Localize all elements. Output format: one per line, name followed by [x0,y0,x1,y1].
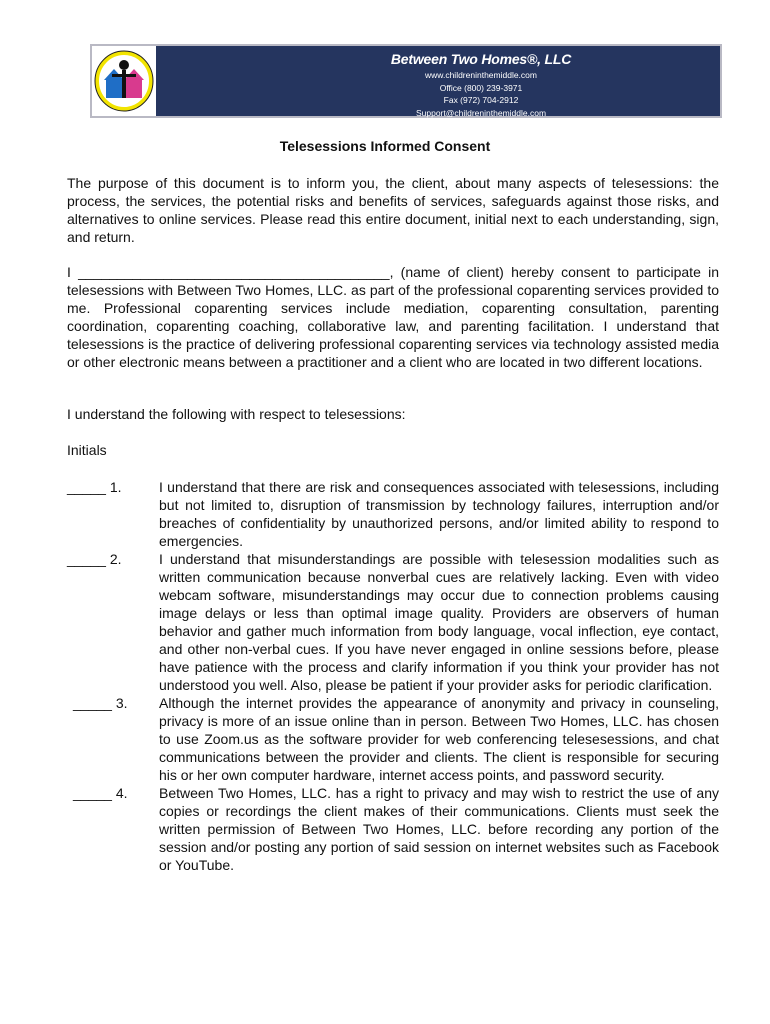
logo-container [92,46,156,116]
consent-item-text: I understand that there are risk and consequences associated with telesessions, including but not limited to, disruption of transmission by technology failures, interruption and/or breaches of confidentiality by unauthorized persons, and/or limited ability to respond to emergencies. [159,479,719,549]
intro-paragraph: The purpose of this document is to inform you, the client, about many aspects of telesessions: the process, the services, the potential risks and benefits of services, safeguards against those risks, and alternatives to online services. Please read this entire document, initial next to each understanding, sign, and return. [67,175,719,245]
consent-item [67,550,719,694]
consent-item-text: Although the internet provides the appearance of anonymity and privacy in counseling, privacy is more of an issue online than in person. Between Two Homes, LLC. has chosen to use Zoom.us as the software provider for web conferencing telesesessions, and chat communications between the provider and clients. The client is responsible for securing his or her own computer hardware, internet access points, and password security. [159,695,719,783]
consent-item [67,784,719,874]
initials-blank[interactable]: _____ 2. [67,551,122,567]
office-phone: Office (800) 239-3971 [439,82,523,93]
fax-number: Fax (972) 704-2912 [443,95,519,105]
consent-item [67,478,719,550]
consent-items-list [67,478,719,874]
understand-statement: I understand the following with respect to telesessions: [67,406,406,422]
initials-blank[interactable]: _____ 1. [67,479,122,495]
consent-paragraph: I ________________________________________, (name of client) hereby consent to participate in telesessions with Between Two Homes, LLC. as part of the professional coparenting services provided to me. Professional coparenting services include mediation, coparenting consultation, parenting coordination, coparenting coaching, collaborative law, and parenting facilitation. I understand that telesessions is the practice of delivering professional coparenting services via technology assisted media or other electronic means between a practitioner and a client who are located in two different locations. [67,264,719,370]
consent-item-text: Between Two Homes, LLC. has a right to privacy and may wish to restrict the use of any copies or recordings the client makes of their communications. Clients must seek the written permission of Between Two Homes, LLC. before recording any portion of the session and/or posting any portion of said session on internet websites such as Facebook or YouTube. [159,785,719,873]
website-link[interactable]: www.childreninthemiddle.com [425,70,537,80]
company-name: Between Two Homes®, LLC [390,51,572,67]
initials-blank[interactable]: _____ 4. [73,785,128,801]
consent-item-text: I understand that misunderstandings are possible with telesession modalities such as written communication because nonverbal cues are relatively lacking. Even with video webcam software, misunderstandings may occur due to connection problems causing image delays or less than optimal image quality. Providers are observers of human behavior and gather much information from body language, vocal inflection, eye contact, and other non-verbal cues. If you have never engaged in online sessions before, please have patience with the process and clarify information if you think your provider has not understood you well. Also, please be patient if your provider asks for periodic clarification. [159,551,719,693]
letterhead [90,44,722,118]
initials-blank[interactable]: _____ 3. [73,695,128,711]
document-title: Telesessions Informed Consent [279,138,491,154]
between-two-homes-logo-icon [94,50,154,112]
consent-item [67,694,719,784]
support-email[interactable]: Support@childreninthemiddle.com [415,107,547,118]
initials-label: Initials [67,442,107,458]
